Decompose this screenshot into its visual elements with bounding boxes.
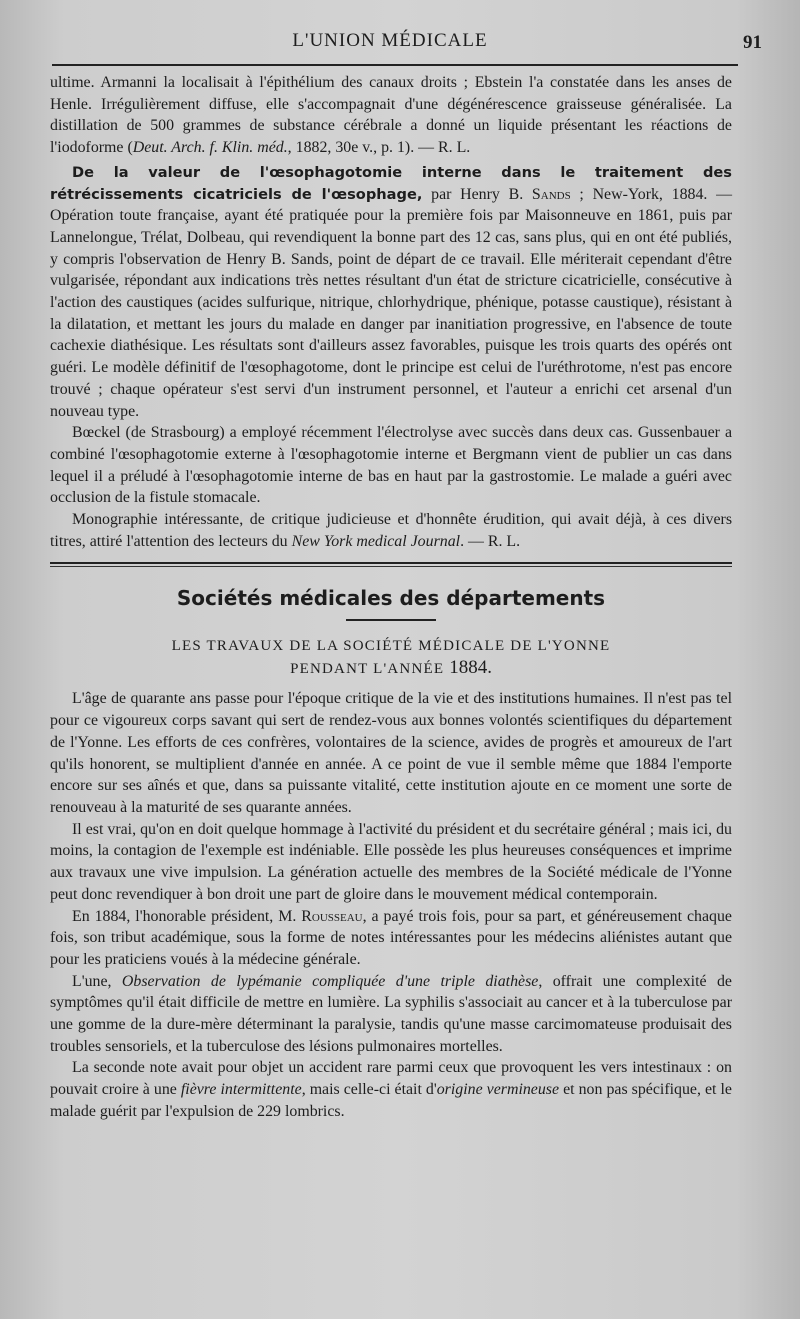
report-paragraph-2: Il est vrai, qu'on en doit quelque hommage à l'activité du président et du secrétaire général ; mais ici, du moins, la contagion de l'exemple est indéniable. Elle possède les plus heureuses conséquences et imprime aux travaux une vive impulsion. La génération actuelle des membres de la Société médicale de l'Yonne peut donc revendiquer à bon droit une part de gloire dans le mouvement médical contemporain. (50, 820, 732, 903)
article-1-text: ultime. Armanni la localisait à l'épithélium des canaux droits ; Ebstein l'a constatée dans les anses de Henle. Irrégulièrement diffuse, elle s'accompagnait d'une dégénérescence graisseuse généralisée. La distillation de 500 grammes de substance cérébrale a donné un liquide présentant les réactions de l'iodoforme ( (50, 74, 732, 157)
running-head (0, 28, 800, 58)
short-rule (346, 619, 436, 621)
running-title: L'UNION MÉDICALE (292, 30, 488, 51)
subheading-line-2 (50, 657, 732, 680)
report-p4-start: L'une, (72, 972, 122, 990)
subheading-period: PENDANT L'ANNÉE (290, 661, 445, 678)
section-subheading (50, 635, 732, 680)
article-2-author: Sands (531, 185, 571, 203)
report-p3-start: En 1884, l'honorable président, M. (72, 907, 302, 925)
article-2-signature: . — R. L. (460, 532, 521, 550)
report-p4-rest: , offrait une complexité de symptômes qu'il était difficile de mettre en lumière. La syphilis s'associait au cancer et à la tuberculose par une gomme de la dure-mère déterminant la paralysie, tandis qu'une masse carcimomateuse produisait des troubles sensoriels, et la tuberculose des lésions pulmonaires mortelles. (50, 972, 732, 1055)
report-paragraph-5 (50, 1057, 732, 1122)
article-1-signature: , 1882, 30e v., p. 1). — R. L. (287, 139, 471, 157)
article-1-paragraph (50, 72, 732, 159)
observation-title: Observation de lypémanie compliquée d'une triple diathèse (121, 972, 539, 990)
report-p3-rest: , a payé trois fois, pour sa part, et généreusement chaque fois, son tribut académique, sous la forme de notes intéressantes pour les médecins aliénistes autant que pour les praticiens voués à la médecine générale. (50, 907, 732, 968)
subheading-line-1: LES TRAVAUX DE LA SOCIÉTÉ MÉDICALE DE L'YONNE (171, 638, 611, 655)
article-2-paragraph-3 (50, 509, 732, 552)
article-1-reference: Deut. Arch. f. Klin. méd. (132, 139, 288, 157)
report-p5-start: La seconde note avait pour objet un accident rare parmi ceux que provoquent les vers intestinaux : on pouvait croire à une (50, 1059, 732, 1099)
article-2-by: par Henry B. (422, 185, 532, 203)
report-p5-mid: , mais celle-ci était d' (301, 1081, 437, 1099)
text-column (50, 72, 732, 1123)
section-divider (50, 562, 732, 567)
term-fever: fièvre intermittente (180, 1081, 302, 1099)
term-origin: origine vermineuse (436, 1081, 560, 1099)
header-rule (52, 64, 738, 66)
article-2-place: ; New-York, 1884. — (570, 185, 733, 203)
article-2-title: De la valeur de l'œsophagotomie interne dans le traitement des rétrécissements cicatriciels de l'œsophage, (50, 163, 732, 203)
report-paragraph-1: L'âge de quarante ans passe pour l'époque critique de la vie et des institutions humaines. Il n'est pas tel pour ce vigoureux corps savant qui sert de rendez-vous aux bonnes volontés scientifiques du département de l'Yonne. Les efforts de ces confrères, volontaires de la science, avides de progrès et amoureux de l'art qu'ils honorent, se multiplient d'année en année. A ce point de vue il semble même que 1884 l'emporte encore sur ses aînés et que, dans sa puissante vitalité, cette institution ajoute en ce moment une sorte de renouveau à la maturité de ses quarante années. (50, 690, 732, 816)
article-2-heading-paragraph (50, 162, 732, 422)
article-2-paragraph-2: Bœckel (de Strasbourg) a employé récemment l'électrolyse avec succès dans deux cas. Gussenbauer a combiné l'œsophagotomie externe à l'œsophagotomie interne et Bergmann vient de publier un cas dans lequel il a préludé à l'œsophagotomie interne de bas en haut par la gastrostomie. Le malade a guéri avec occlusion de la fistule stomacale. (50, 424, 732, 507)
section-title: Sociétés médicales des départements (176, 586, 606, 611)
subheading-year: 1884. (449, 657, 492, 679)
page-number: 91 (743, 32, 762, 53)
article-2-body: Opération toute française, ayant été pratiquée pour la première fois par Maisonneuve en 1861, puis par Lannelongue, Trélat, Dolbeau, qui revendiquent la bonne part des 12 cas, sans plus, qui en ont été publiés, y compris l'observation de Henry B. Sands, point de départ de ce travail. Elle mériterait cependant d'être vulgarisée, répondant aux indications très nettes résultant d'un état de stricture cicatricielle, consécutive à l'action des caustiques (acides sulfurique, nitrique, chlorhydrique, phénique, potasse caustique), résistant à la dilatation, et mettant les jours du malade en danger par inanitiation progressive, en l'absence de toute cachexie diathésique. Les résultats sont d'ailleurs assez favorables, puisque les trois quarts des opérés ont guéri. Le modèle définitif de l'œsophagotome, dont le principe est celui de l'uréthrotome, n'est pas encore trouvé ; chaque opérateur s'est servi d'un instrument personnel, et l'auteur a enrichi cet arsenal d'un nouveau type. (50, 207, 732, 420)
report-paragraph-4 (50, 971, 732, 1058)
report-paragraph-3 (50, 906, 732, 971)
article-2-conclusion: Monographie intéressante, de critique judicieuse et d'honnête érudition, qui avait déjà, à ces divers titres, attiré l'attention des lecteurs du (50, 511, 732, 550)
article-2-reference: New York medical Journal (291, 532, 461, 550)
report-p5-rest: et non pas spécifique, et le malade guérit par l'expulsion de 229 lombrics. (50, 1081, 732, 1120)
president-name: Rousseau (301, 907, 363, 925)
